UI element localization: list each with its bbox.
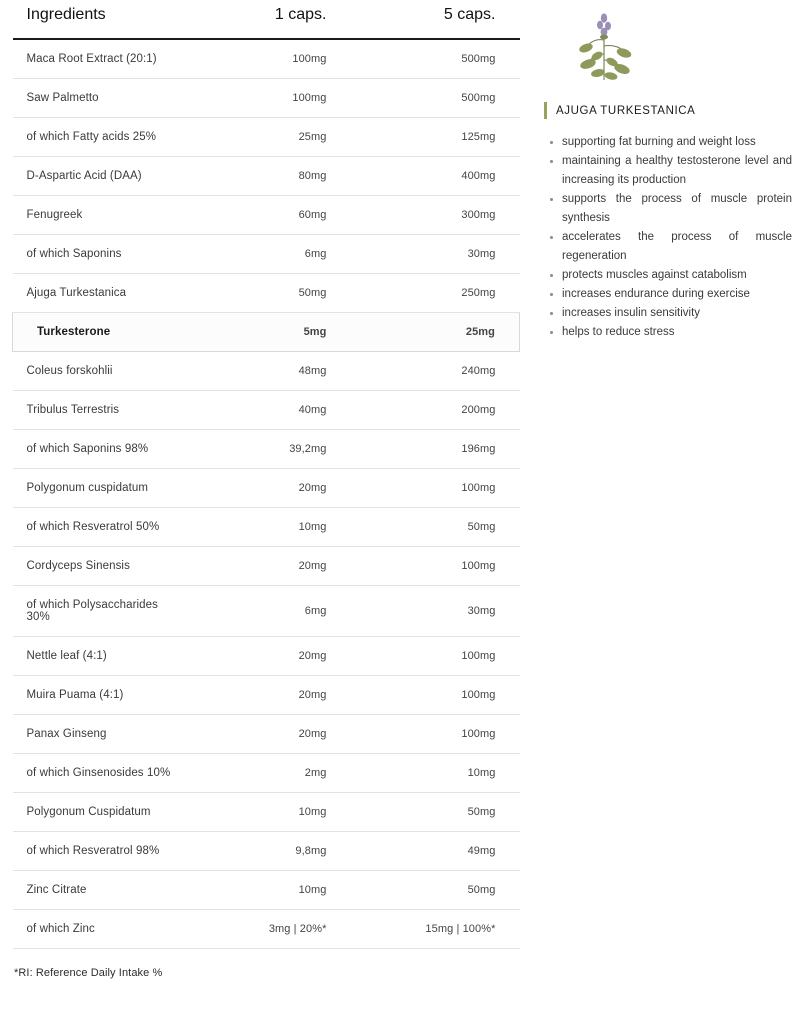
cell-five-caps: 100mg bbox=[351, 547, 520, 586]
table-footnote: *RI: Reference Daily Intake % bbox=[14, 967, 163, 979]
cell-ingredient-name: Fenugreek bbox=[13, 196, 182, 235]
benefits-list bbox=[544, 133, 792, 342]
cell-ingredient-name: of which Ginsenosides 10% bbox=[13, 754, 182, 793]
cell-ingredient-name: Polygonum Cuspidatum bbox=[13, 793, 182, 832]
table-head bbox=[13, 0, 520, 39]
table-row bbox=[13, 79, 520, 118]
cell-ingredient-name: Muira Puama (4:1) bbox=[13, 676, 182, 715]
cell-ingredient-name: Polygonum cuspidatum bbox=[13, 469, 182, 508]
table-row bbox=[13, 313, 520, 352]
cell-one-caps: 3mg | 20%* bbox=[182, 910, 351, 949]
cell-one-caps: 6mg bbox=[182, 586, 351, 637]
table-row bbox=[13, 235, 520, 274]
accent-bar bbox=[544, 102, 547, 119]
benefit-item: protects muscles against catabolism bbox=[561, 266, 792, 285]
cell-ingredient-name: Coleus forskohlii bbox=[13, 352, 182, 391]
cell-one-caps: 100mg bbox=[182, 79, 351, 118]
cell-five-caps: 500mg bbox=[351, 79, 520, 118]
cell-five-caps: 50mg bbox=[351, 508, 520, 547]
table-row bbox=[13, 352, 520, 391]
cell-ingredient-name: Panax Ginseng bbox=[13, 715, 182, 754]
cell-five-caps: 100mg bbox=[351, 637, 520, 676]
cell-one-caps: 2mg bbox=[182, 754, 351, 793]
table-row bbox=[13, 715, 520, 754]
table-row bbox=[13, 196, 520, 235]
cell-one-caps: 10mg bbox=[182, 793, 351, 832]
table-row bbox=[13, 793, 520, 832]
cell-ingredient-name: of which Polysaccharides 30% bbox=[13, 586, 182, 637]
cell-five-caps: 30mg bbox=[351, 586, 520, 637]
cell-ingredient-name: Turkesterone bbox=[13, 313, 182, 352]
cell-five-caps: 196mg bbox=[351, 430, 520, 469]
cell-one-caps: 25mg bbox=[182, 118, 351, 157]
cell-one-caps: 20mg bbox=[182, 715, 351, 754]
cell-ingredient-name: Ajuga Turkestanica bbox=[13, 274, 182, 313]
cell-ingredient-name: Tribulus Terrestris bbox=[13, 391, 182, 430]
benefit-item: supporting fat burning and weight loss bbox=[561, 133, 792, 152]
table-row bbox=[13, 586, 520, 637]
cell-one-caps: 80mg bbox=[182, 157, 351, 196]
cell-one-caps: 20mg bbox=[182, 469, 351, 508]
cell-one-caps: 40mg bbox=[182, 391, 351, 430]
table-row bbox=[13, 118, 520, 157]
table-row bbox=[13, 547, 520, 586]
table-row bbox=[13, 676, 520, 715]
table-row bbox=[13, 469, 520, 508]
cell-one-caps: 6mg bbox=[182, 235, 351, 274]
ingredient-info-panel bbox=[520, 0, 802, 1026]
cell-ingredient-name: Saw Palmetto bbox=[13, 79, 182, 118]
cell-five-caps: 15mg | 100%* bbox=[351, 910, 520, 949]
cell-one-caps: 5mg bbox=[182, 313, 351, 352]
table-header-row bbox=[13, 0, 520, 39]
ingredient-title-row bbox=[544, 102, 792, 119]
table-row bbox=[13, 157, 520, 196]
table-body bbox=[13, 39, 520, 949]
benefit-item: supports the process of muscle protein synthesis bbox=[561, 190, 792, 228]
cell-five-caps: 125mg bbox=[351, 118, 520, 157]
cell-five-caps: 250mg bbox=[351, 274, 520, 313]
cell-five-caps: 50mg bbox=[351, 793, 520, 832]
ingredient-title: AJUGA TURKESTANICA bbox=[556, 104, 696, 117]
column-header-ingredients: Ingredients bbox=[13, 0, 182, 39]
benefit-item: increases endurance during exercise bbox=[561, 285, 792, 304]
cell-one-caps: 48mg bbox=[182, 352, 351, 391]
table-row bbox=[13, 391, 520, 430]
cell-ingredient-name: of which Saponins 98% bbox=[13, 430, 182, 469]
table-row bbox=[13, 508, 520, 547]
table-row bbox=[13, 832, 520, 871]
table-row bbox=[13, 637, 520, 676]
cell-ingredient-name: of which Saponins bbox=[13, 235, 182, 274]
cell-five-caps: 25mg bbox=[351, 313, 520, 352]
cell-one-caps: 20mg bbox=[182, 547, 351, 586]
cell-five-caps: 10mg bbox=[351, 754, 520, 793]
cell-five-caps: 49mg bbox=[351, 832, 520, 871]
cell-one-caps: 9,8mg bbox=[182, 832, 351, 871]
cell-five-caps: 50mg bbox=[351, 871, 520, 910]
benefit-item: maintaining a healthy testosterone level and increasing its production bbox=[561, 152, 792, 190]
benefit-item: increases insulin sensitivity bbox=[561, 304, 792, 323]
cell-five-caps: 100mg bbox=[351, 469, 520, 508]
table-row bbox=[13, 39, 520, 79]
cell-ingredient-name: of which Resveratrol 50% bbox=[13, 508, 182, 547]
benefit-item: helps to reduce stress bbox=[561, 323, 792, 342]
cell-one-caps: 50mg bbox=[182, 274, 351, 313]
cell-one-caps: 10mg bbox=[182, 871, 351, 910]
cell-ingredient-name: of which Zinc bbox=[13, 910, 182, 949]
cell-one-caps: 10mg bbox=[182, 508, 351, 547]
cell-ingredient-name: Maca Root Extract (20:1) bbox=[13, 39, 182, 79]
cell-ingredient-name: of which Resveratrol 98% bbox=[13, 832, 182, 871]
table-row bbox=[13, 430, 520, 469]
cell-one-caps: 60mg bbox=[182, 196, 351, 235]
cell-five-caps: 400mg bbox=[351, 157, 520, 196]
cell-one-caps: 39,2mg bbox=[182, 430, 351, 469]
cell-five-caps: 300mg bbox=[351, 196, 520, 235]
cell-five-caps: 240mg bbox=[351, 352, 520, 391]
table-row bbox=[13, 871, 520, 910]
table-row bbox=[13, 754, 520, 793]
table-row bbox=[13, 910, 520, 949]
cell-five-caps: 100mg bbox=[351, 715, 520, 754]
plant-sprig-icon bbox=[564, 10, 644, 84]
cell-ingredient-name: Cordyceps Sinensis bbox=[13, 547, 182, 586]
table-row bbox=[13, 274, 520, 313]
cell-one-caps: 20mg bbox=[182, 637, 351, 676]
column-header-five-caps: 5 caps. bbox=[351, 0, 520, 39]
cell-five-caps: 100mg bbox=[351, 676, 520, 715]
cell-one-caps: 20mg bbox=[182, 676, 351, 715]
benefit-item: accelerates the process of muscle regeneration bbox=[561, 228, 792, 266]
cell-ingredient-name: of which Fatty acids 25% bbox=[13, 118, 182, 157]
cell-ingredient-name: Nettle leaf (4:1) bbox=[13, 637, 182, 676]
cell-ingredient-name: D-Aspartic Acid (DAA) bbox=[13, 157, 182, 196]
cell-one-caps: 100mg bbox=[182, 39, 351, 79]
cell-five-caps: 500mg bbox=[351, 39, 520, 79]
cell-ingredient-name: Zinc Citrate bbox=[13, 871, 182, 910]
cell-five-caps: 30mg bbox=[351, 235, 520, 274]
cell-five-caps: 200mg bbox=[351, 391, 520, 430]
column-header-one-caps: 1 caps. bbox=[182, 0, 351, 39]
ingredients-table bbox=[12, 0, 520, 949]
